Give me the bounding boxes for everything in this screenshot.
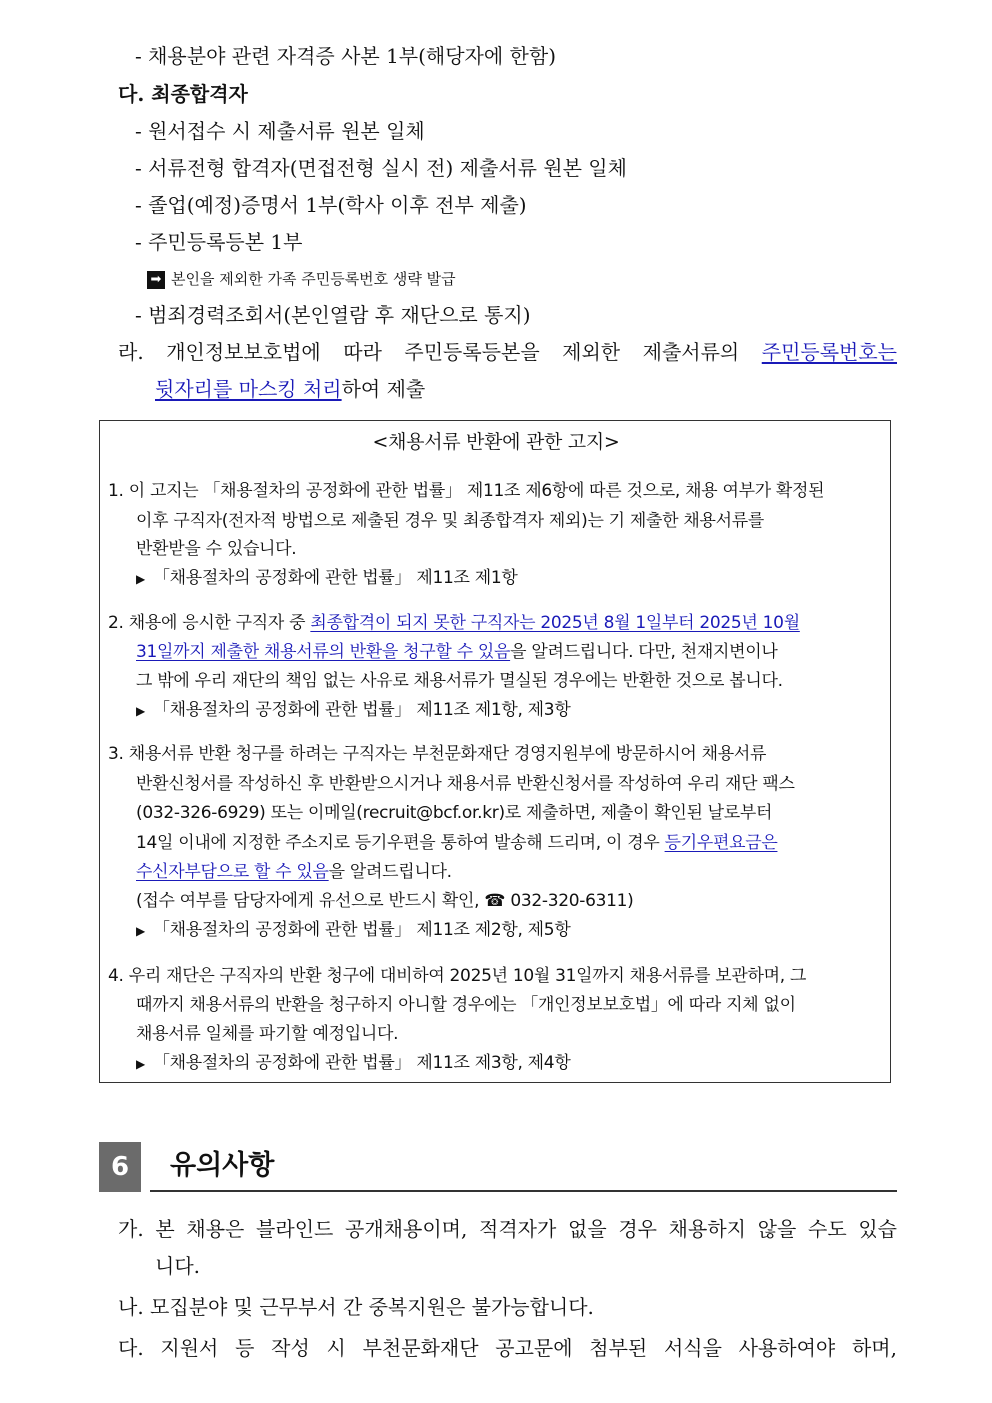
notice-p3-line5: [136, 860, 452, 884]
triangle-right-icon: ▶: [136, 1057, 145, 1071]
section-divider: [150, 1190, 897, 1192]
notice-title: <채용서류 반환에 관한 고지>: [372, 431, 620, 453]
privacy-masking-item: [118, 337, 897, 367]
final-doc-item-1: - 원서접수 시 제출서류 원본 일체: [135, 119, 425, 143]
final-doc-item-2: - 서류전형 합격자(면접전형 실시 전) 제출서류 원본 일체: [135, 156, 627, 180]
section-number: 6: [99, 1142, 141, 1192]
notice-item-ga-line1: 가. 본 채용은 블라인드 공개채용이며, 적격자가 없을 경우 채용하지 않을 수도 있습: [118, 1217, 897, 1241]
notice-item-da: 다. 지원서 등 작성 시 부천문화재단 공고문에 첨부된 서식을 사용하여야 하며,: [118, 1336, 897, 1360]
note-text: 본인을 제외한 가족 주민등록번호 생략 발급: [171, 270, 456, 288]
p3-text-b: 을 알려드립니다.: [328, 862, 452, 882]
final-doc-item-3: - 졸업(예정)증명서 1부(학사 이후 전부 제출): [135, 193, 527, 217]
privacy-masking-item-cont: [155, 374, 425, 404]
notice-p3-line3: (032-326-6929) 또는 이메일(recruit@bcf.or.kr)로 제출하면, 제출이 확인된 날로부터: [136, 803, 773, 823]
notice-p2-line2: [136, 640, 777, 664]
privacy-suffix: 하여 제출: [341, 377, 426, 401]
final-doc-item-4: - 주민등록등본 1부: [135, 230, 303, 254]
p2-text-a: 2. 채용에 응시한 구직자 중: [108, 613, 311, 633]
masking-link-1: 주민등록번호는: [761, 340, 897, 364]
p3-text-a: 14일 이내에 지정한 주소지로 등기우편을 통하여 발송해 드리며, 이 경우: [136, 833, 665, 853]
masking-link-2: 뒷자리를 마스킹 처리: [155, 377, 342, 401]
triangle-right-icon: ▶: [136, 572, 145, 586]
notice-p1-line3: 반환받을 수 있습니다.: [136, 539, 297, 559]
notice-p3-line2: 반환신청서를 작성하신 후 반환받으시거나 채용서류 반환신청서를 작성하여 우리 재단 팩스: [136, 774, 795, 794]
p1-ref-text: 「채용절차의 공정화에 관한 법률」 제11조 제1항: [152, 568, 518, 588]
p2-text-b: 을 알려드립니다. 다만, 천재지변이나: [510, 642, 778, 662]
p4-ref-text: 「채용절차의 공정화에 관한 법률」 제11조 제3항, 제4항: [152, 1053, 571, 1073]
p2-ref-text: 「채용절차의 공정화에 관한 법률」 제11조 제1항, 제3항: [152, 700, 571, 720]
notice-p3-line6: (접수 여부를 담당자에게 유선으로 반드시 확인, ☎ 032-320-6311): [136, 891, 634, 911]
resident-register-note: [147, 265, 456, 293]
notice-p1-line1: 1. 이 고지는 「채용절차의 공정화에 관한 법률」 제11조 제6항에 따른 것으로, 채용 여부가 확정된: [108, 481, 825, 501]
cert-copy-item: - 채용분야 관련 자격증 사본 1부(해당자에 한함): [135, 44, 556, 68]
notice-p1-reference: [136, 566, 517, 591]
notice-p4-reference: [136, 1051, 570, 1076]
notice-p3-line4: [136, 831, 777, 855]
triangle-right-icon: ▶: [136, 924, 145, 938]
section-title: 유의사항: [170, 1150, 275, 1181]
p3-link-a: 등기우편요금은: [664, 833, 778, 853]
document-return-notice-box: [99, 420, 891, 1083]
notice-p4-line1: 4. 우리 재단은 구직자의 반환 청구에 대비하여 2025년 10월 31일까지 채용서류를 보관하며, 그: [108, 966, 807, 986]
notice-p2-line1: [108, 611, 800, 635]
notice-p3-line1: 3. 채용서류 반환 청구를 하려는 구직자는 부천문화재단 경영지원부에 방문하시어 채용서류: [108, 744, 767, 764]
notice-p1-line2: 이후 구직자(전자적 방법으로 제출된 경우 및 최종합격자 제외)는 기 제출한 채용서류를: [136, 511, 764, 531]
notice-p2-line3: 그 밖에 우리 재단의 책임 없는 사유로 채용서류가 멸실된 경우에는 반환한 것으로 봅니다.: [136, 671, 783, 691]
privacy-text: 라. 개인정보보호법에 따라 주민등록등본을 제외한 제출서류의: [118, 340, 762, 364]
p2-link-a: 최종합격이 되지 못한 구직자는 2025년 8월 1일부터 2025년 10월: [310, 613, 800, 633]
notice-item-na: 나. 모집분야 및 근무부서 간 중복지원은 불가능합니다.: [118, 1295, 594, 1319]
p2-link-b: 31일까지 제출한 채용서류의 반환을 청구할 수 있음: [136, 642, 511, 662]
final-doc-item-5: - 범죄경력조회서(본인열람 후 재단으로 통지): [135, 303, 531, 327]
notice-p4-line2: 때까지 채용서류의 반환을 청구하지 아니할 경우에는 「개인정보보호법」에 따라 지체 없이: [136, 995, 796, 1015]
notice-p2-reference: [136, 698, 570, 723]
notice-p4-line3: 채용서류 일체를 파기할 예정입니다.: [136, 1024, 399, 1044]
triangle-right-icon: ▶: [136, 704, 145, 718]
p3-ref-text: 「채용절차의 공정화에 관한 법률」 제11조 제2항, 제5항: [152, 920, 571, 940]
notice-p3-reference: [136, 918, 570, 943]
p3-link-b: 수신자부담으로 할 수 있음: [136, 862, 329, 882]
final-passer-heading: 다. 최종합격자: [118, 82, 248, 106]
notice-item-ga-line2: 니다.: [155, 1254, 200, 1278]
arrow-right-icon: ➡: [147, 271, 165, 289]
